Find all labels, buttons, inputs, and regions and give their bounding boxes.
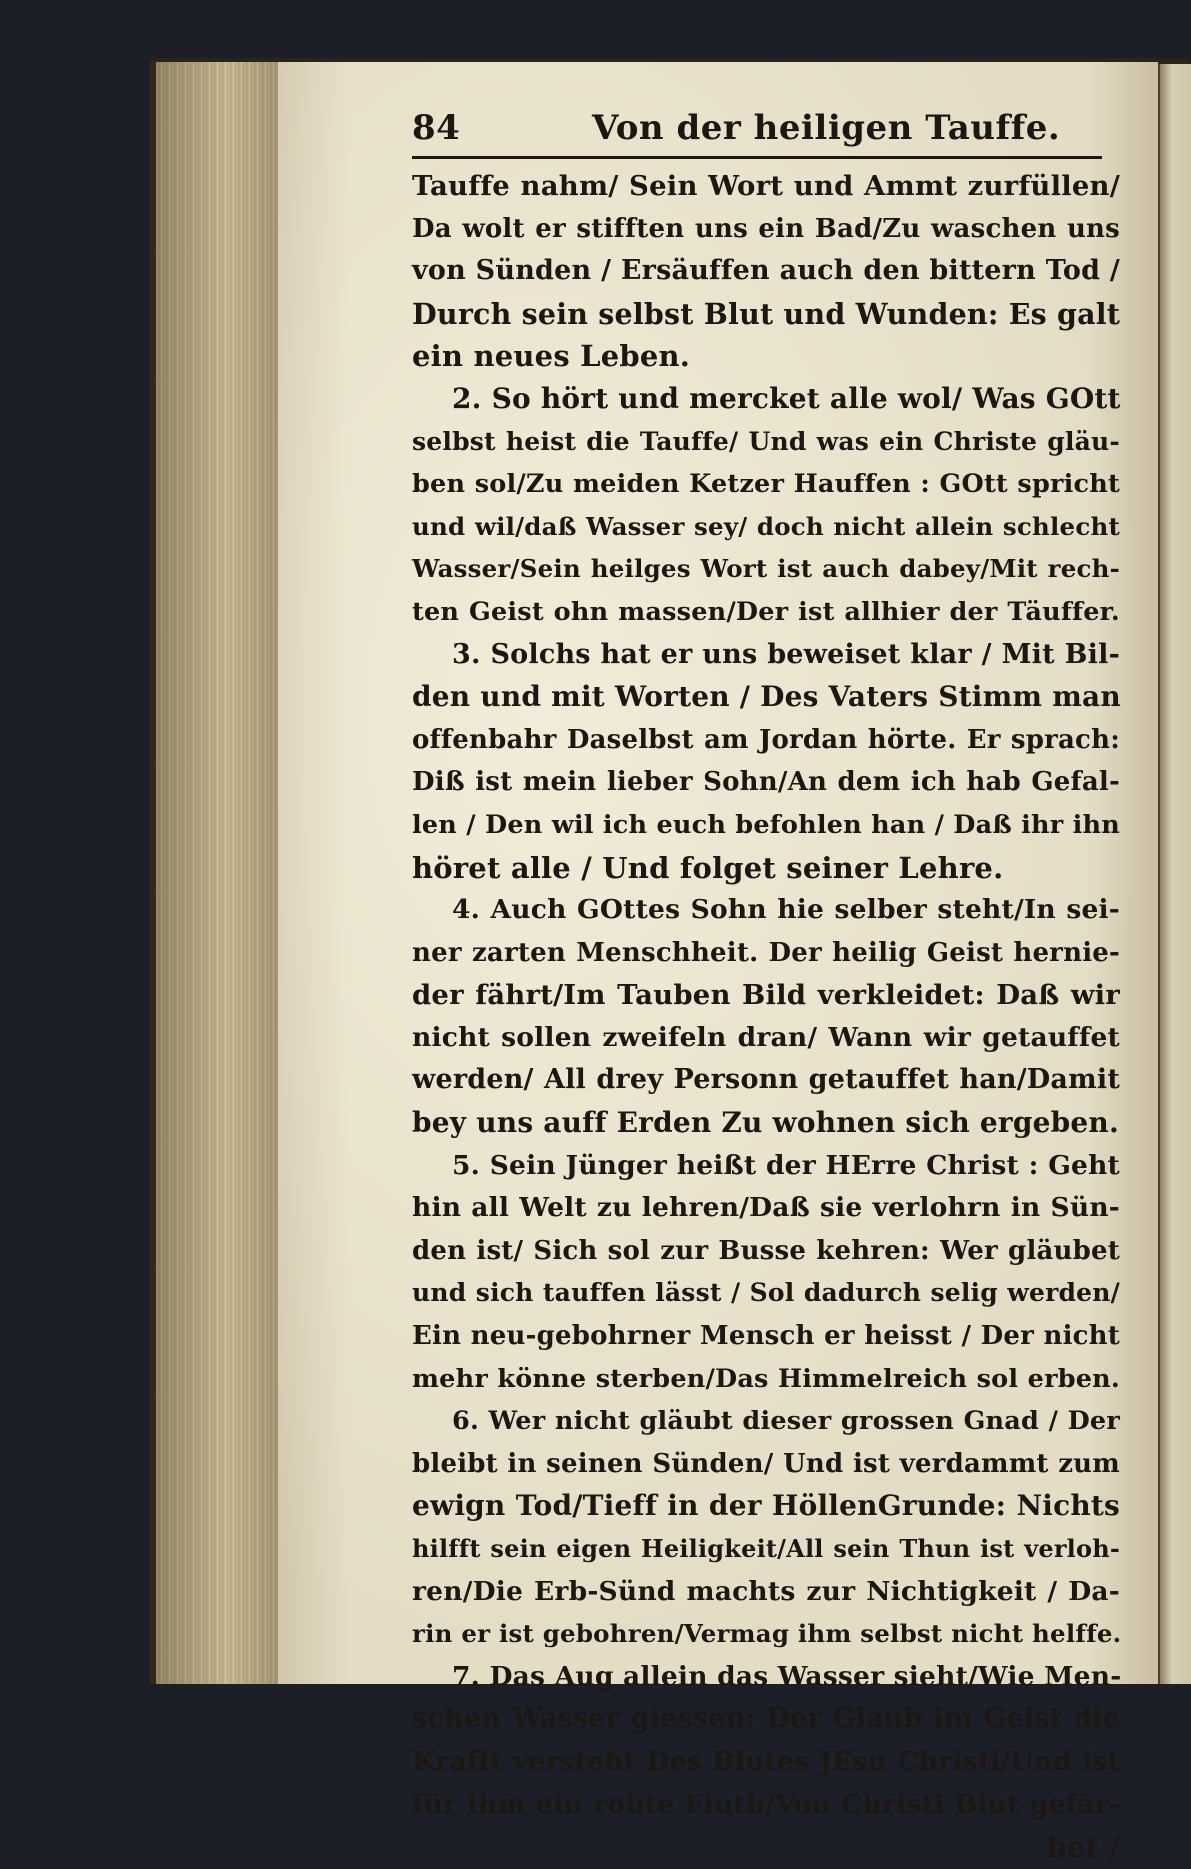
text-line: hilfft sein eigen Heiligkeit/All sein Thun ist verloh- <box>412 1534 1120 1563</box>
text-line: 7. Das Aug allein das Wasser sieht/Wie Men- <box>452 1660 1122 1692</box>
text-line: den und mit Worten / Des Vaters Stimm man <box>412 680 1121 714</box>
text-line: und wil/daß Wasser sey/ doch nicht allein schlecht <box>412 511 1120 541</box>
page-number: 84 <box>412 108 461 148</box>
text-line: der fährt/Im Tauben Bild verkleidet: Daß wir <box>412 979 1120 1012</box>
text-line: 5. Sein Jünger heißt der HErre Christ : Geht <box>452 1149 1120 1181</box>
text-line: nicht sollen zweifeln dran/ Wann wir getauffet <box>412 1021 1120 1053</box>
text-line: 3. Solchs hat er uns beweiset klar / Mit Bil- <box>452 638 1120 670</box>
text-line: 6. Wer nicht gläubt dieser grossen Gnad / Der <box>452 1406 1120 1437</box>
text-line: 2. So hört und mercket alle wol/ Was GOtt <box>452 381 1121 415</box>
text-line: höret alle / Und folget seiner Lehre. <box>412 850 1004 885</box>
facing-page-edge <box>1158 64 1191 1684</box>
text-line: für ihm ein rohte Fluth/Von Christi Blut gefär- <box>412 1788 1120 1820</box>
body-text <box>412 165 1120 1869</box>
running-head <box>412 108 1120 152</box>
text-line: ben sol/Zu meiden Ketzer Hauffen : GOtt spricht <box>412 469 1120 500</box>
text-line: ner zarten Menschheit. Der heilig Geist hernie- <box>412 937 1120 968</box>
text-line: len / Den wil ich euch befohlen han / Daß ihr ihn <box>412 809 1120 840</box>
text-line: mehr könne sterben/Das Himmelreich sol erben. <box>412 1363 1120 1394</box>
text-line: Wasser/Sein heilges Wort ist auch dabey/Mit rech- <box>412 554 1120 584</box>
text-line: werden/ All drey Personn getauffet han/Damit <box>412 1064 1120 1096</box>
text-line: schen Wasser giessen: Der Glaub im Geist die <box>412 1703 1120 1735</box>
page-edges-shadow <box>150 62 280 1684</box>
text-line: Da wolt er stifften uns ein Bad/Zu waschen uns <box>412 213 1120 244</box>
page-title: Von der heiligen Tauffe. <box>592 108 1061 148</box>
text-line: rin er ist gebohren/Vermag ihm selbst nicht helffe. <box>412 1619 1122 1649</box>
text-line: hin all Welt zu lehren/Daß sie verlohrn in Sün- <box>412 1192 1120 1224</box>
text-line: ren/Die Erb-Sünd machts zur Nichtigkeit / Da- <box>412 1575 1120 1607</box>
text-line: Krafft versteht Des Blutes JEsu Christi/Und ist <box>412 1745 1120 1777</box>
text-line: selbst heist die Tauffe/ Und was ein Christe gläu- <box>412 426 1120 456</box>
text-line: Diß ist mein lieber Sohn/An dem ich hab Gefal- <box>412 767 1120 798</box>
header-rule <box>412 156 1102 159</box>
page-text-block <box>412 108 1120 1869</box>
text-line: offenbahr Daselbst am Jordan hörte. Er sprach: <box>412 724 1120 755</box>
text-line: von Sünden / Ersäuffen auch den bittern Tod / <box>412 255 1120 287</box>
text-line: bleibt in seinen Sünden/ Und ist verdammt zum <box>412 1448 1120 1479</box>
text-line: ewign Tod/Tieff in der HöllenGrunde: Nichts <box>412 1489 1120 1523</box>
text-line: ten Geist ohn massen/Der ist allhier der Täuffer. <box>412 596 1120 627</box>
text-line: Tauffe nahm/ Sein Wort und Ammt zurfüllen/ <box>412 170 1120 202</box>
text-line: Durch sein selbst Blut und Wunden: Es galt <box>412 296 1121 331</box>
text-line: 4. Auch GOttes Sohn hie selber steht/In sei- <box>452 894 1120 926</box>
text-line: bey uns auff Erden Zu wohnen sich ergeben. <box>412 1106 1119 1140</box>
text-line: den ist/ Sich sol zur Busse kehren: Wer gläubet <box>412 1235 1120 1266</box>
text-line: und sich tauffen lässt / Sol dadurch selig werden/ <box>412 1278 1120 1308</box>
text-line: Ein neu-gebohrner Mensch er heisst / Der nicht <box>412 1321 1120 1352</box>
text-line: bet / <box>1046 1830 1120 1865</box>
text-line: ein neues Leben. <box>412 339 691 374</box>
